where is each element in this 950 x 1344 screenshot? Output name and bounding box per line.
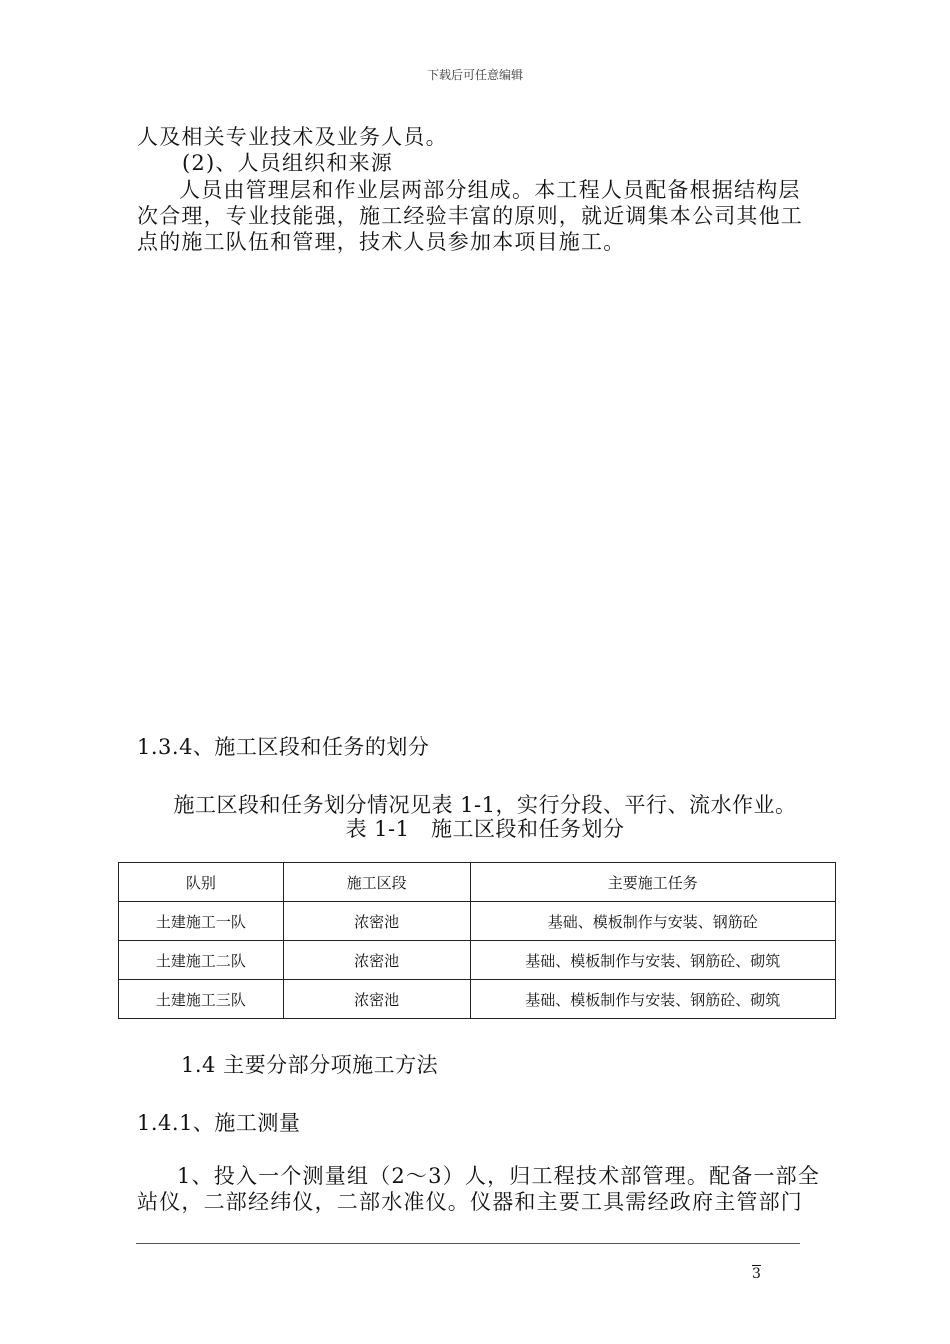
table-cell: 基础、模板制作与安装、钢筋砼 [470,902,836,941]
table-row [119,941,836,980]
table-cell: 浓密池 [283,980,470,1019]
task-division-table [118,862,836,1019]
table-intro: 施工区段和任务划分情况见表 1-1，实行分段、平行、流水作业。 [173,793,797,817]
table-cell: 土建施工二队 [119,941,284,980]
table-header-row [119,863,836,902]
table-header-cell: 队别 [119,863,284,902]
table-cell: 基础、模板制作与安装、钢筋砼、砌筑 [470,941,836,980]
table-cell: 土建施工三队 [119,980,284,1019]
section-heading-1-4: 1.4 主要分部分项施工方法 [181,1053,439,1077]
table-cell: 土建施工一队 [119,902,284,941]
table-cell: 基础、模板制作与安装、钢筋砼、砌筑 [470,980,836,1019]
table-cell: 浓密池 [283,902,470,941]
table-header-cell: 施工区段 [283,863,470,902]
paragraph-line: 人及相关专业技术及业务人员。 [137,125,448,149]
table-caption: 表 1-1 施工区段和任务划分 [345,817,625,841]
page-header-note: 下载后可任意编辑 [426,68,523,82]
table-cell: 浓密池 [283,941,470,980]
paragraph-line: 次合理，专业技能强，施工经验丰富的原则，就近调集本公司其他工 [137,204,803,228]
table-row [119,902,836,941]
paragraph-line: 站仪，二部经纬仪，二部水准仪。仪器和主要工具需经政府主管部门 [137,1190,803,1214]
paragraph-line: 人员由管理层和作业层两部分组成。本工程人员配备根据结构层 [179,178,801,202]
table-row [119,980,836,1019]
paragraph-line: 点的施工队伍和管理，技术人员参加本项目施工。 [137,230,626,254]
page-number: 3 [752,1266,761,1282]
footer-divider [136,1243,800,1244]
table-header-cell: 主要施工任务 [470,863,836,902]
section-heading-1-3-4: 1.3.4、施工区段和任务的划分 [137,735,430,759]
paragraph-line: 1、投入一个测量组（2～3）人，归工程技术部管理。配备一部全 [177,1164,821,1188]
section-heading-1-4-1: 1.4.1、施工测量 [137,1111,301,1135]
subheading-personnel-source: (2)、人员组织和来源 [182,151,393,175]
